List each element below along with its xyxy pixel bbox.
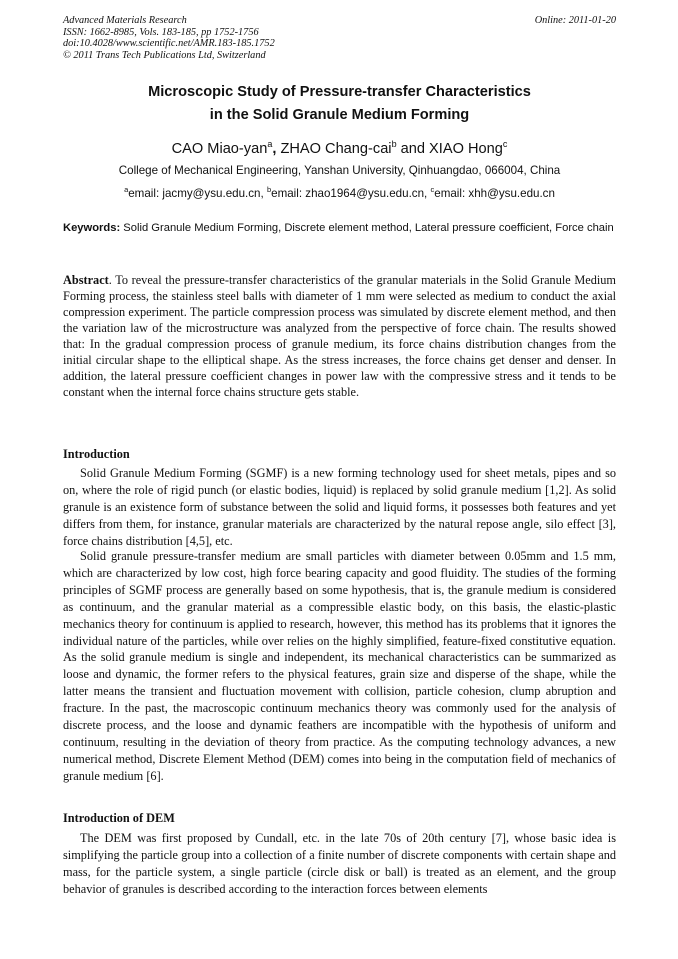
paragraph: Solid Granule Medium Forming (SGMF) is a new forming technology used for sheet metals, pipes and so on, where the role of rigid punch (or elastic bodies, liquid) is replaced by solid granule medium [1,2]. As solid granule is an existence form of substance between the solid and liquid forms, it possesses both features and yet differs from them, for instance, granular materials are characterized by the natural repose angle, silo effect [3], force chains distribution [4,5], etc. (63, 466, 616, 548)
section-heading-introduction: Introduction (63, 447, 130, 461)
affiliation: College of Mechanical Engineering, Yanshan University, Qinhuangdao, 066004, China (118, 164, 561, 177)
journal-header (63, 15, 616, 61)
journal-name: Advanced Materials Research (63, 15, 187, 26)
doi-line: doi:10.4028/www.scientific.net/AMR.183-185.1752 (63, 38, 275, 50)
author-separator: , (272, 141, 281, 157)
title-line-2: in the Solid Granule Medium Forming (209, 107, 470, 123)
email-marker: b (266, 185, 272, 194)
affiliation-marker: c (502, 139, 508, 149)
abstract (63, 272, 616, 400)
email-marker: a (124, 185, 129, 194)
online-date: Online: 2011-01-20 (534, 15, 616, 26)
keywords-label: Keywords: (63, 222, 121, 234)
author-separator: and (396, 141, 430, 157)
keywords (63, 221, 616, 236)
email-list (63, 186, 616, 202)
title-line-1: Microscopic Study of Pressure-transfer Characteristics (148, 84, 531, 100)
issn-line: ISSN: 1662-8985, Vols. 183-185, pp 1752-1756 (63, 26, 259, 38)
email-address: email: zhao1964@ysu.edu.cn, (271, 187, 431, 200)
affiliation-marker: b (391, 139, 397, 149)
author-list (63, 140, 616, 158)
abstract-text: . To reveal the pressure-transfer characteristics of the granular materials in the Solid Granule Medium Forming process, the stainless steel balls with diameter of 1 mm were selected as medium to conduct the axial compression experiment. The particle compression process was simulated by discrete element method, and then the variation law of the microstructure was analyzed from the perspective of force chain. The results showed that: In the gradual compression process of granule medium, its force chains distribution changes from the initial circular shape to the elliptical shape. As the stress increases, the force chains get denser and denser. In addition, the lateral pressure coefficient changes in power law with the compressive stress and it tends to be constant when the internal force chains structure gets stable. (63, 273, 616, 399)
author-name: CAO Miao-yan (171, 141, 268, 157)
paragraph: The DEM was first proposed by Cundall, etc. in the late 70s of 20th century [7], whose basic idea is simplifying the particle group into a collection of a finite number of discrete components with certain shape and mass, for the particle system, a single particle (circle disk or ball) is treated as an element, and the group behavior of granules is described according to the interaction forces between elements (63, 831, 616, 896)
paper-title (63, 81, 616, 127)
paragraph: Solid granule pressure-transfer medium are small particles with diameter between 0.05mm and 1.5 mm, which are characterized by low cost, high force bearing capacity and good fluidity. The studies of the forming principles of SGMF process are generally based on some hypothesis, that is, the granule medium is considered as continuum, and the granular material as a compressible elastic body, on this basis, the elastic-plastic mechanics theory for continuum is applied to research, however, this method has its problems that it ignores the individual nature of the particles, while over relies on the highly simplified, feature-fixed constitutive equation. As the solid granule medium is single and independent, its mechanical characteristics can be summarized as loose and dynamic, the former refers to the physical features, grain size and disperse of the shape, while the latter means the transient and fluctuation movement with collision, particle cohesion, clump abruption and fracture. In the past, the macroscopic continuum mechanics theory was commonly used for the analysis of discrete process, and the loose and dynamic feathers are incompatible with the hypothesis of uniform and continuum, resulting in the deviation of theory from practice. As the computing technology advances, a new numerical method, Discrete Element Method (DEM) comes into being in the computation field of mechanics of granule medium [6]. (63, 549, 616, 783)
author-name: XIAO Hong (429, 141, 503, 157)
email-address: email: jacmy@ysu.edu.cn, (128, 187, 267, 200)
affiliation-marker: a (267, 139, 273, 149)
email-marker: c (430, 185, 435, 194)
section-heading-dem: Introduction of DEM (63, 811, 175, 825)
copyright-line: © 2011 Trans Tech Publications Ltd, Switzerland (63, 49, 266, 61)
keywords-text: Solid Granule Medium Forming, Discrete element method, Lateral pressure coefficient, Force chain (120, 222, 614, 234)
author-name: ZHAO Chang-cai (280, 141, 392, 157)
email-address: email: xhh@ysu.edu.cn (434, 187, 555, 200)
abstract-label: Abstract (63, 273, 109, 287)
